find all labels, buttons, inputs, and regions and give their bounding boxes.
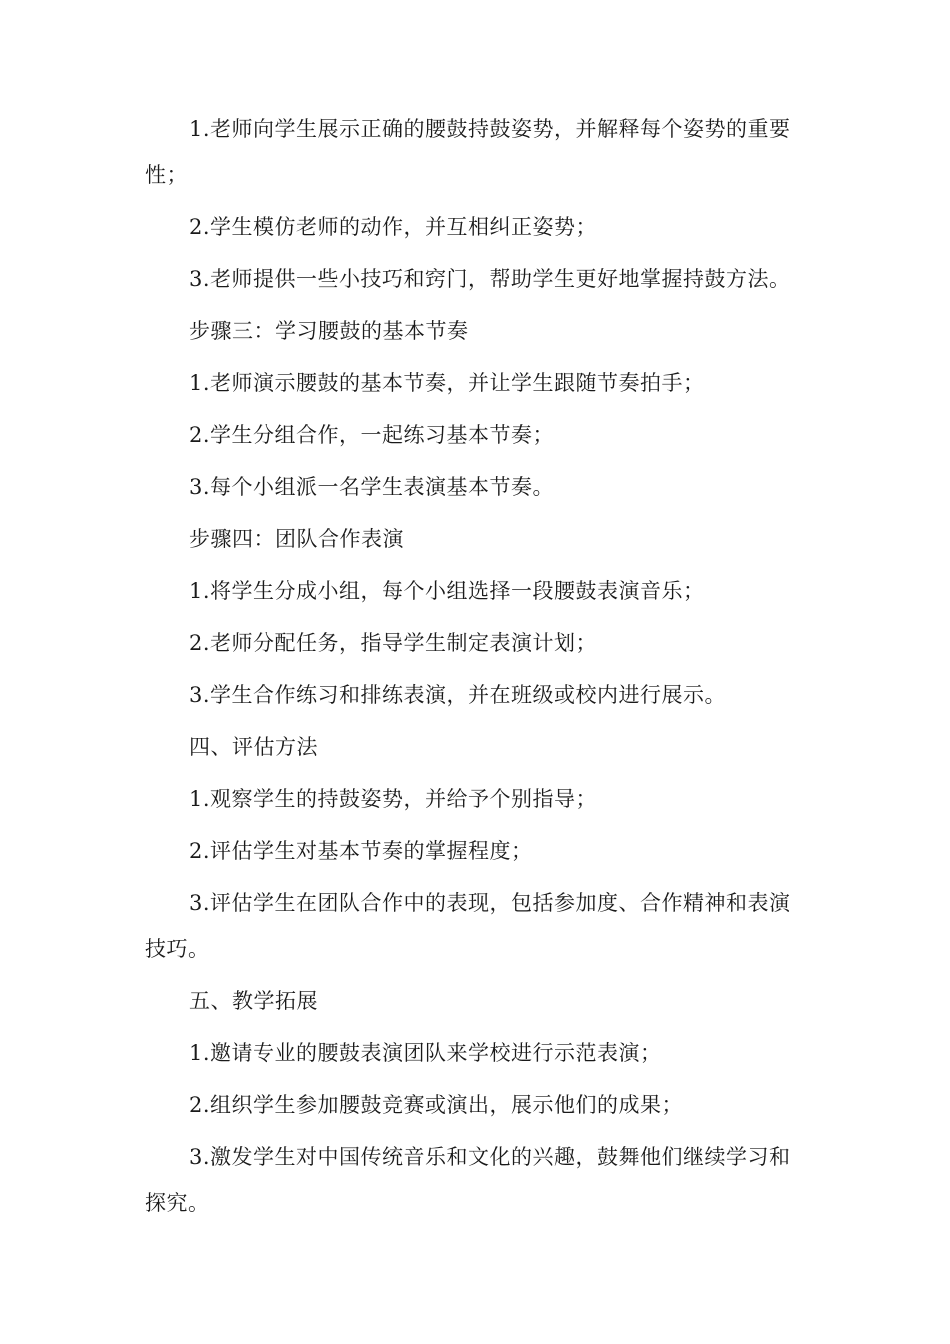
section-heading: 四、评估方法 [189, 735, 318, 759]
paragraph: 2.组织学生参加腰鼓竞赛或演出，展示他们的成果； [189, 1093, 684, 1117]
paragraph: 1.邀请专业的腰鼓表演团队来学校进行示范表演； [189, 1041, 662, 1065]
paragraph: 2.老师分配任务，指导学生制定表演计划； [189, 631, 598, 655]
paragraph: 3.评估学生在团队合作中的表现，包括参加度、合作精神和表演技巧。 [145, 891, 791, 961]
section-heading: 步骤四：团队合作表演 [189, 527, 404, 551]
paragraph: 3.每个小组派一名学生表演基本节奏。 [189, 475, 555, 499]
paragraph: 3.老师提供一些小技巧和窍门，帮助学生更好地掌握持鼓方法。 [189, 267, 791, 291]
paragraph: 2.评估学生对基本节奏的掌握程度； [189, 839, 533, 863]
paragraph: 1.老师向学生展示正确的腰鼓持鼓姿势，并解释每个姿势的重要性； [145, 117, 791, 187]
paragraph: 1.老师演示腰鼓的基本节奏，并让学生跟随节奏拍手； [189, 371, 705, 395]
section-heading: 步骤三：学习腰鼓的基本节奏 [189, 319, 469, 343]
paragraph: 2.学生模仿老师的动作，并互相纠正姿势； [189, 215, 598, 239]
paragraph: 3.激发学生对中国传统音乐和文化的兴趣，鼓舞他们继续学习和探究。 [145, 1145, 791, 1215]
paragraph: 3.学生合作练习和排练表演，并在班级或校内进行展示。 [189, 683, 727, 707]
paragraph: 1.将学生分成小组，每个小组选择一段腰鼓表演音乐； [189, 579, 705, 603]
paragraph: 2.学生分组合作，一起练习基本节奏； [189, 423, 555, 447]
paragraph: 1.观察学生的持鼓姿势，并给予个别指导； [189, 787, 598, 811]
section-heading: 五、教学拓展 [189, 989, 318, 1013]
document-body [145, 106, 805, 1232]
